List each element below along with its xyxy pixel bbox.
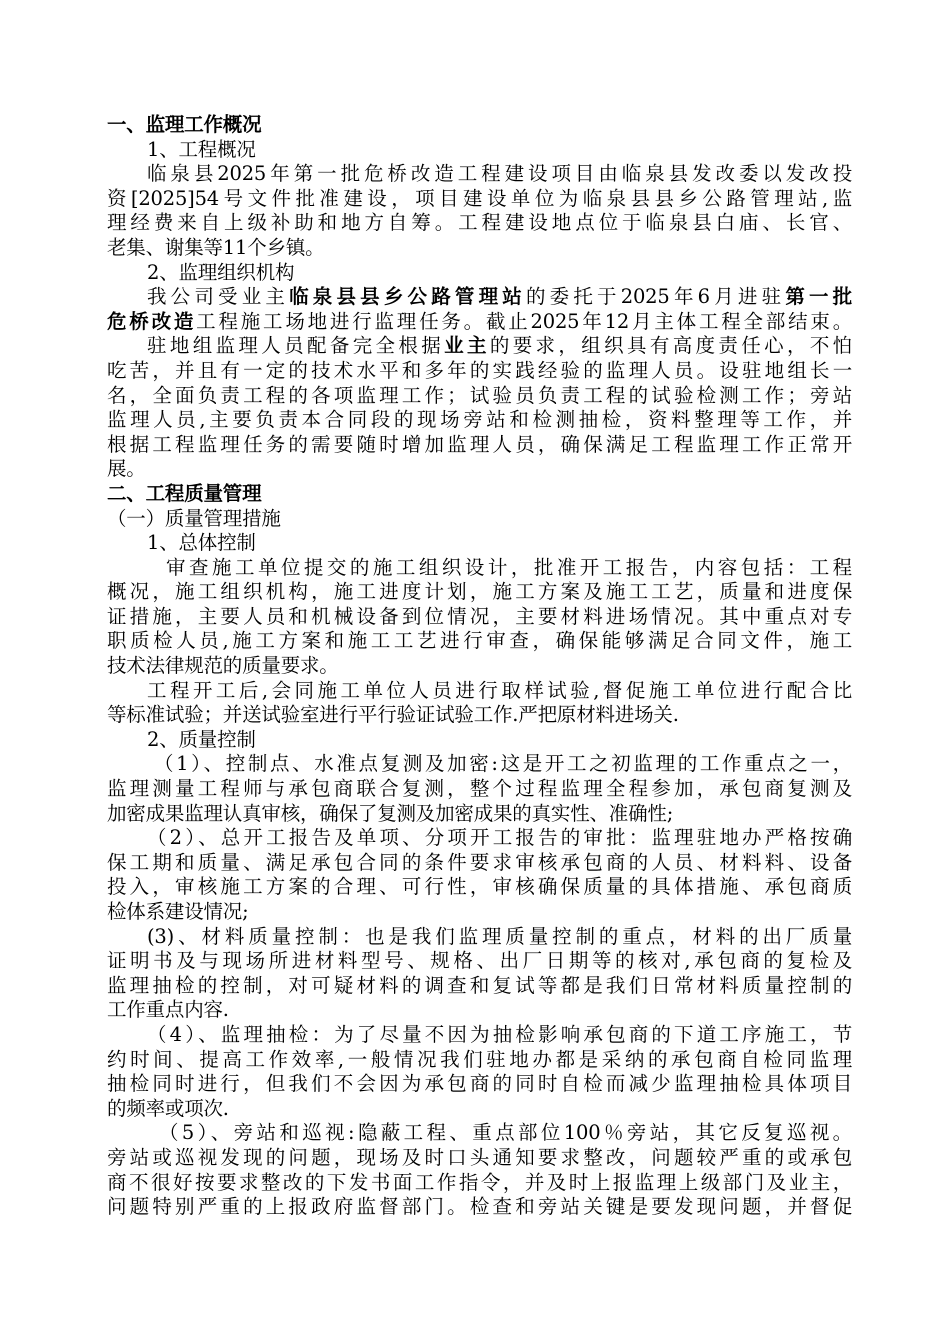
text-segment: 监理抽检的控制，对可疑材料的调查和复试等都是我们日常材料质量控制的 <box>107 973 852 997</box>
text-segment: 证措施，主要人员和机械设备到位情况，主要材料进场情况。其中重点对专 <box>107 604 852 628</box>
text-line <box>107 629 852 654</box>
document-body <box>107 113 852 1220</box>
text-line <box>107 605 852 630</box>
text-line <box>107 1072 852 1097</box>
text-line <box>107 802 852 827</box>
text-segment: 保工期和质量、满足承包合同的条件要求审核承包商的人员、材料料、设备 <box>107 850 852 874</box>
text-line <box>107 310 852 335</box>
text-line <box>107 1146 852 1171</box>
text-segment: 监理人员,主要负责本合同段的现场旁站和检测抽检，资料整理等工作，并 <box>107 408 852 432</box>
text-segment: 理经费来自上级补助和地方自筹。工程建设地点位于临泉县白庙、长官、 <box>107 211 852 235</box>
text-line <box>107 334 852 359</box>
text-line <box>107 679 852 704</box>
text-line <box>107 752 852 777</box>
text-line <box>107 1097 852 1122</box>
text-segment: 监理测量工程师与承包商联合复测，整个过程监理全程参加，承包商复测及 <box>107 777 852 801</box>
text-line <box>107 826 852 851</box>
text-segment: （4）、监理抽检：为了尽量不因为抽检影响承包商的下道工序施工，节 <box>147 1022 852 1046</box>
text-segment: 等标准试验；并送试验室进行平行验证试验工作.严把原材料进场关. <box>107 703 679 727</box>
text-segment: 工作重点内容. <box>107 998 229 1022</box>
text-line <box>107 728 852 753</box>
text-segment: 临泉县县乡公路管理站 <box>289 285 526 309</box>
text-line <box>107 851 852 876</box>
text-line <box>107 433 852 458</box>
text-line <box>107 236 852 261</box>
text-segment: 检体系建设情况; <box>107 900 249 923</box>
text-segment: 约时间、提高工作效率,一般情况我们驻地办都是采纳的承包商自检同监理 <box>107 1047 852 1071</box>
text-line <box>107 1121 852 1146</box>
text-segment: 二、工程质量管理 <box>107 481 262 505</box>
text-line <box>107 384 852 409</box>
text-line <box>107 138 852 163</box>
text-line <box>107 1195 852 1220</box>
text-segment: 第一批 <box>785 285 852 309</box>
text-line <box>107 359 852 384</box>
text-segment: 证明书及与现场所进材料型号、规格、出厂日期等的核对,承包商的复检及 <box>107 949 852 973</box>
text-line <box>107 187 852 212</box>
text-segment: 工程施工场地进行监理任务。截止2025年12月主体工程全部结束。 <box>196 309 852 333</box>
text-segment: （2）、总开工报告及单项、分项开工报告的审批：监理驻地办严格按确 <box>147 826 852 850</box>
text-segment: 根据工程监理任务的需要随时增加监理人员，确保满足工程监理工作正常开 <box>107 432 852 456</box>
text-segment: 的频率或项次. <box>107 1096 229 1120</box>
text-line <box>107 900 852 925</box>
text-segment: (3)、材料质量控制：也是我们监理质量控制的重点，材料的出厂质量 <box>147 924 852 948</box>
text-line <box>107 285 852 310</box>
text-line <box>107 875 852 900</box>
text-line <box>107 1023 852 1048</box>
text-segment: 商不很好按要求整改的下发书面工作指令，并及时上报监理上级部门及业主， <box>107 1170 852 1194</box>
text-segment: （一）质量管理措施 <box>107 506 281 530</box>
text-line <box>107 556 852 581</box>
text-segment: （1）、控制点、水准点复测及加密:这是开工之初监理的工作重点之一， <box>154 752 852 776</box>
text-segment: （5）、旁站和巡视:隐蔽工程、重点部位100％旁站，其它反复巡视。 <box>159 1121 852 1145</box>
text-segment: 临泉县2025年第一批危桥改造工程建设项目由临泉县发改委以发改投 <box>147 162 852 186</box>
text-segment: 投入，审核施工方案的合理、可行性，审核确保质量的具体措施、承包商质 <box>107 875 852 899</box>
text-line <box>107 703 852 728</box>
text-segment: 驻地组监理人员配备完全根据 <box>147 334 445 358</box>
text-line <box>107 974 852 999</box>
text-line <box>107 925 852 950</box>
text-segment: 资[2025]54号文件批准建设，项目建设单位为临泉县县乡公路管理站,监 <box>107 186 852 210</box>
text-segment: 审查施工单位提交的施工组织设计，批准开工报告，内容包括：工程 <box>166 555 852 579</box>
text-segment: 技术法律规范的质量要求。 <box>107 654 339 678</box>
text-segment: 2、质量控制 <box>147 727 256 751</box>
text-segment: 1、工程概况 <box>147 137 256 161</box>
text-segment: 业主 <box>444 334 490 358</box>
text-segment: 吃苦，并且有一定的技术水平和多年的实践经验的监理人员。设驻地组长一 <box>107 358 852 382</box>
text-line <box>107 162 852 187</box>
text-line <box>107 777 852 802</box>
text-line <box>107 457 852 482</box>
text-segment: 工程开工后,会同施工单位人员进行取样试验,督促施工单位进行配合比 <box>147 678 852 702</box>
text-line <box>107 531 852 556</box>
text-segment: 的要求，组织具有高度责任心，不怕 <box>489 334 852 358</box>
text-segment: 职质检人员,施工方案和施工工艺进行审查，确保能够满足合同文件，施工 <box>107 629 852 653</box>
text-segment: 概况，施工组织机构，施工进度计划，施工方案及施工工艺，质量和进度保 <box>107 580 852 604</box>
section-heading <box>107 113 852 138</box>
text-segment: 旁站或巡视发现的问题，现场及时口头通知要求整改，问题较严重的或承包 <box>107 1145 852 1169</box>
text-line <box>107 507 852 532</box>
text-segment: 名，全面负责工程的各项监理工作；试验员负责工程的试验检测工作；旁站 <box>107 383 852 407</box>
text-segment: 一、监理工作概况 <box>107 113 262 136</box>
text-line <box>107 261 852 286</box>
text-line <box>107 211 852 236</box>
text-line <box>107 949 852 974</box>
text-segment: 问题特别严重的上报政府监督部门。检查和旁站关键是要发现问题，并督促 <box>107 1195 852 1219</box>
text-line <box>107 1048 852 1073</box>
text-line <box>107 1171 852 1196</box>
text-segment: 老集、谢集等11个乡镇。 <box>107 235 325 259</box>
text-segment: 我公司受业主 <box>147 285 290 309</box>
text-segment: 2、监理组织机构 <box>147 260 295 284</box>
text-segment: 加密成果监理认真审核，确保了复测及加密成果的真实性、准确性; <box>107 801 674 825</box>
text-segment: 展。 <box>107 457 146 481</box>
text-line <box>107 654 852 679</box>
text-segment: 1、总体控制 <box>147 531 256 555</box>
text-segment: 的委托于2025年6月进驻 <box>526 285 786 309</box>
text-line <box>107 998 852 1023</box>
section-heading <box>107 482 852 507</box>
text-line <box>107 408 852 433</box>
text-line <box>107 580 852 605</box>
text-segment: 危桥改造 <box>107 309 197 333</box>
text-segment: 抽检同时进行，但我们不会因为承包商的同时自检而减少监理抽检具体项目 <box>107 1072 852 1096</box>
